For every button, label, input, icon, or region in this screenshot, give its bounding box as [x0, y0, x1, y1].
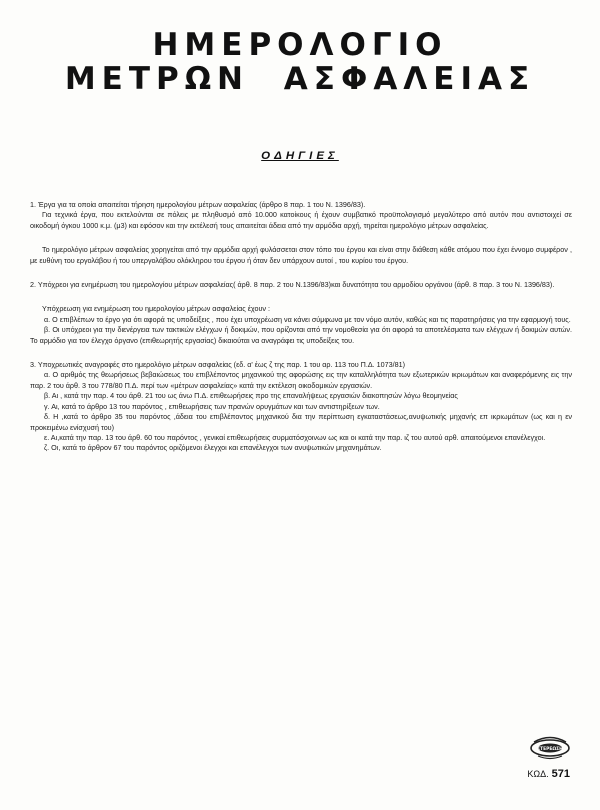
item-2-a: α. Ο επιβλέπων το έργο για ότι αφορά τις υποδείξεις , που έχει υποχρέωση να κάνει σύμφωνα με τον νόμο αυτόν, καθώς και τις παρατηρήσεις για την εφαρμογή τους.: [44, 314, 571, 324]
code-number: 571: [551, 768, 570, 780]
item-2-heading: 2. Υπόχρεοι για ενημέρωση του ημερολογίου μέτρων ασφαλείας( άρθ. 8 παρ. 2 του Ν.1396/83)και δυνατότητα του αρμοδίου οργάνου (άρθ. 8 παρ. 3 του Ν. 1396/83).: [30, 280, 555, 290]
item-3-a: α. Ο αριθμός της θεωρήσεως βεβαιώσεως του επιβλέποντος μηχανικού της αφορώσης εις την καταλληλότητα των εξωτερικών ικριωμάτων και αναφερόμενης εις την παρ. 2 του άρθ. 3 του 778/80 Π.Δ. περί των «μέτρων ασφαλείας» κατά την εκτέλεση οικοδομικών εργασιών.: [30, 370, 572, 390]
title-line-2: ΜΕΤΡΩΝ ΑΣΦΑΛΕΙΑΣ: [64, 61, 536, 97]
item-3-b: β. Αι , κατά την παρ. 4 του άρθ. 21 του ως άνω Π.Δ. επιθεωρήσεις προ της επαναλήψεως εργασιών διακοπησών λόγω θεομηνείας: [44, 391, 458, 401]
item-1-text: Για τεχνικά έργα, που εκτελούνται σε πόλεις με πληθυσμό από 10.000 κατοίκους ή έχουν συμβατικό προϋπολογισμό μεγαλύτερο από αυτόν που αντιστοιχεί σε οικοδομή όγκου 1000 κ.μ. (μ3) και εφόσον και την εκτέλεσή τους απαιτείται άδεια από την αρμόδια αρχή, τηρείται ημερολόγιο μέτρων ασφαλείας.: [30, 210, 572, 230]
item-3-z: ζ. Οι, κατά το άρθρον 67 του παρόντος οριζόμενοι έλεγχοι και επανέλεγχοι των ανυψωτικών μηχανημάτων.: [44, 443, 382, 453]
item-3-c: γ. Αι, κατά το άρθρο 13 του παρόντος , επιθεωρήσεις των πρανών ορυγμάτων και των αντιστηρίξεων των.: [44, 401, 380, 411]
item-2-intro: Υπόχρεωση για ενημέρωση του ημερολογίου μέτρων ασφαλείας έχουν :: [42, 304, 271, 314]
item-2-b: β. Οι υπόχρεοι για την διενέργεια των τακτικών ελέγχων ή δοκιμών, που ορίζονται από την νομοθεσία για ότι αφορά τα αποτελέσματα των ελέγχων ή δοκιμών αυτών. Το αρμόδιο για τον έλεγχο όργανο (επιθεωρητής εργασίας) δικαιούται να αναγράφει τις υποδείξεις του.: [30, 325, 572, 345]
instructions-body: [30, 200, 572, 454]
item-1-heading: 1. Έργα για τα οποία απαιτείται τήρηση ημερολογίου μέτρων ασφαλείας (άρθρο 8 παρ. 1 του Ν. 1396/83).: [30, 200, 366, 209]
title-line-1: ΗΜΕΡΟΛΟΓΙΟ: [152, 27, 448, 63]
code-label: ΚΩΔ.: [527, 769, 549, 779]
item-1-custody: Το ημερολόγιο μέτρων ασφαλείας χορηγείται από την αρμόδια αρχή φυλάσσεται στον τόπο του έργου και είναι στην διάθεση κάθε ατόμου που έχει έννομο συμφέρον , με ευθύνη του εργολάβου ή του υπεργολάβου ολόκληρου του έργου ή όταν δεν υπάρχουν αυτοί , του κυρίου του έργου.: [30, 245, 572, 265]
item-3-d: δ. Η ,κατά το άρθρο 35 του παρόντος ,άδεια του επιβλέποντος μηχανικού δια την περίπτωση εγκαταστάσεως,ανυψωτικής μηχανής επ ικριωμάτων (ως και η εν προκειμένω ενίσχυσή του): [30, 412, 572, 432]
publisher-logo-icon: [528, 733, 572, 761]
logo-text: ΣΤΕΡΕΩΣΗ: [537, 746, 563, 752]
section-heading: ΟΔΗΓΙΕΣ: [261, 150, 339, 162]
item-3-e: ε. Αι,κατά την παρ. 13 του άρθ. 60 του παρόντος , γενικαί επιθεωρήσεις συρματόσχοινων ως και οι κατά την παρ. ιζ του αυτού αρθ. απαιτούμενοι επανέλεγχοι.: [44, 432, 546, 442]
document-code: [527, 768, 570, 780]
item-3-heading: 3. Υποχρεωτικές αναγραφές στο ημερολόγιο μέτρων ασφαλείας (εδ. α' έως ζ της παρ. 1 του αρ. 113 του Π.Δ. 1073/81): [30, 360, 405, 370]
